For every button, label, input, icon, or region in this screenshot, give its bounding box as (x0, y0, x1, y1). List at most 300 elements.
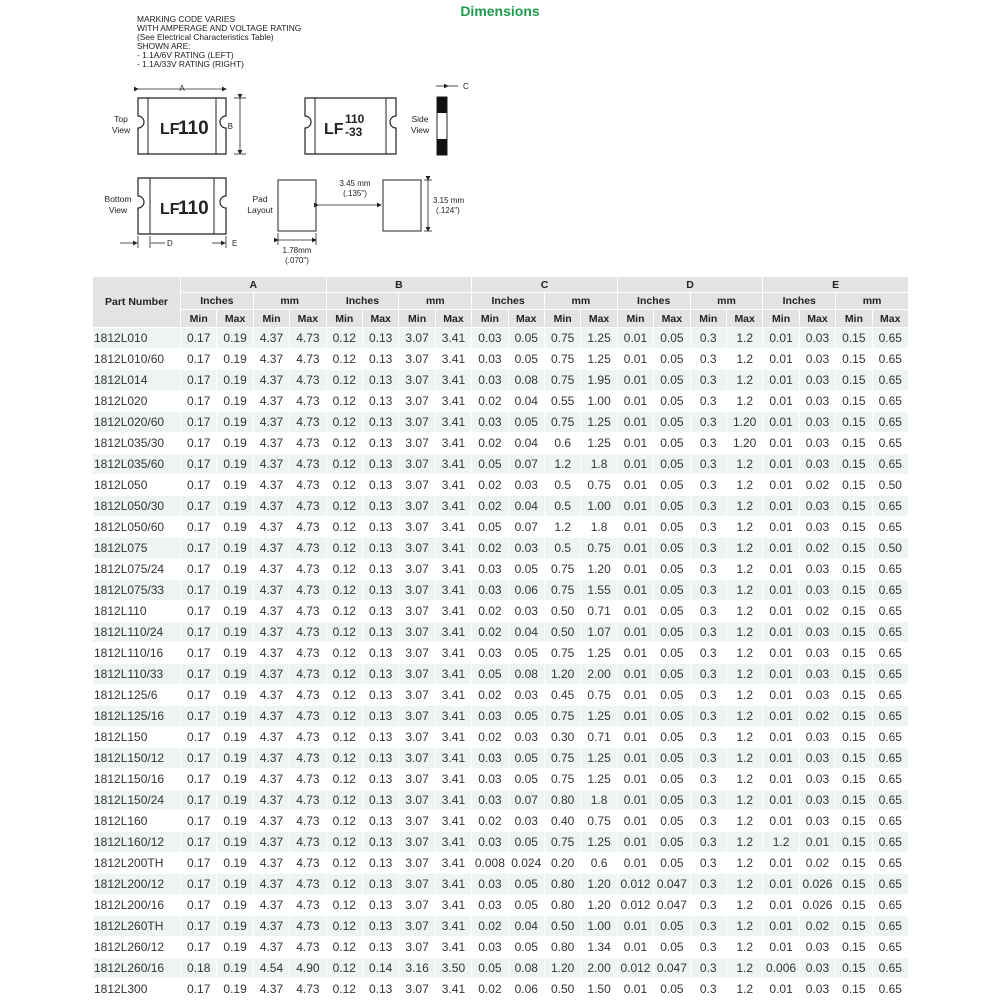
value-cell: 4.73 (290, 895, 326, 916)
value-cell: 0.3 (690, 538, 726, 559)
value-cell: 0.03 (799, 454, 835, 475)
value-cell: 3.07 (399, 601, 435, 622)
value-cell: 4.37 (253, 895, 289, 916)
value-cell: 0.19 (217, 349, 253, 370)
value-cell: 0.01 (763, 664, 799, 685)
value-cell: 0.05 (654, 517, 690, 538)
value-cell: 0.03 (508, 538, 544, 559)
unit-header-inches: Inches (472, 293, 545, 310)
value-cell: 3.07 (399, 622, 435, 643)
value-cell: 0.17 (181, 391, 217, 412)
value-cell: 3.07 (399, 790, 435, 811)
value-cell: 0.80 (544, 790, 580, 811)
max-header: Max (508, 310, 544, 328)
value-cell: 0.04 (508, 433, 544, 454)
value-cell: 0.15 (836, 454, 872, 475)
value-cell: 4.73 (290, 790, 326, 811)
max-header: Max (726, 310, 762, 328)
value-cell: 1.95 (581, 370, 617, 391)
value-cell: 0.03 (799, 496, 835, 517)
value-cell: 3.41 (435, 895, 471, 916)
table-header-row (93, 293, 909, 310)
value-cell: 0.19 (217, 811, 253, 832)
value-cell: 0.15 (836, 475, 872, 496)
value-cell: 0.12 (326, 874, 362, 895)
value-cell: 0.15 (836, 706, 872, 727)
value-cell: 0.80 (544, 874, 580, 895)
value-cell: 0.026 (799, 895, 835, 916)
value-cell: 3.41 (435, 937, 471, 958)
group-header-b: B (326, 277, 472, 293)
value-cell: 0.01 (763, 559, 799, 580)
value-cell: 0.05 (654, 433, 690, 454)
value-cell: 4.73 (290, 475, 326, 496)
value-cell: 0.17 (181, 328, 217, 349)
value-cell: 0.01 (617, 643, 653, 664)
value-cell: 0.19 (217, 538, 253, 559)
table-row (93, 475, 909, 496)
value-cell: 0.03 (472, 748, 508, 769)
table-row (93, 664, 909, 685)
value-cell: 0.13 (362, 664, 398, 685)
value-cell: 0.17 (181, 937, 217, 958)
value-cell: 0.13 (362, 496, 398, 517)
value-cell: 0.05 (472, 664, 508, 685)
value-cell: 0.19 (217, 937, 253, 958)
value-cell: 0.40 (544, 811, 580, 832)
value-cell: 0.12 (326, 454, 362, 475)
value-cell: 0.07 (508, 454, 544, 475)
value-cell: 0.5 (544, 538, 580, 559)
min-header: Min (326, 310, 362, 328)
value-cell: 1.2 (726, 811, 762, 832)
value-cell: 0.01 (617, 601, 653, 622)
value-cell: 0.65 (872, 412, 908, 433)
value-cell: 0.19 (217, 559, 253, 580)
value-cell: 3.07 (399, 517, 435, 538)
dim-e-label: E (232, 239, 238, 248)
value-cell: 0.15 (836, 727, 872, 748)
value-cell: 0.05 (654, 748, 690, 769)
value-cell: 0.65 (872, 916, 908, 937)
max-header: Max (872, 310, 908, 328)
value-cell: 0.65 (872, 937, 908, 958)
value-cell: 0.05 (654, 664, 690, 685)
part-number-cell: 1812L260/16 (93, 958, 181, 979)
value-cell: 1.8 (581, 517, 617, 538)
value-cell: 0.13 (362, 811, 398, 832)
value-cell: 0.13 (362, 979, 398, 1000)
group-header-c: C (472, 277, 618, 293)
table-row (93, 517, 909, 538)
value-cell: 0.05 (654, 832, 690, 853)
value-cell: 3.41 (435, 328, 471, 349)
value-cell: 3.41 (435, 370, 471, 391)
value-cell: 0.19 (217, 706, 253, 727)
part-number-cell: 1812L110 (93, 601, 181, 622)
value-cell: 0.01 (763, 727, 799, 748)
value-cell: 4.37 (253, 622, 289, 643)
part-number-cell: 1812L050/30 (93, 496, 181, 517)
value-cell: 0.13 (362, 391, 398, 412)
value-cell: 0.12 (326, 601, 362, 622)
value-cell: 0.03 (799, 370, 835, 391)
value-cell: 0.02 (472, 433, 508, 454)
value-cell: 0.05 (654, 979, 690, 1000)
value-cell: 4.73 (290, 496, 326, 517)
value-cell: 0.01 (617, 748, 653, 769)
value-cell: 0.03 (799, 748, 835, 769)
value-cell: 0.05 (654, 580, 690, 601)
table-row (93, 412, 909, 433)
value-cell: 4.73 (290, 643, 326, 664)
min-header: Min (544, 310, 580, 328)
value-cell: 0.01 (763, 454, 799, 475)
value-cell: 0.19 (217, 622, 253, 643)
table-row (93, 643, 909, 664)
value-cell: 3.50 (435, 958, 471, 979)
value-cell: 0.65 (872, 496, 908, 517)
value-cell: 0.3 (690, 727, 726, 748)
value-cell: 0.75 (581, 475, 617, 496)
value-cell: 0.05 (472, 958, 508, 979)
value-cell: 0.17 (181, 517, 217, 538)
value-cell: 4.73 (290, 454, 326, 475)
value-cell: 1.2 (726, 832, 762, 853)
value-cell: 3.07 (399, 748, 435, 769)
value-cell: 0.01 (617, 475, 653, 496)
value-cell: 0.01 (763, 748, 799, 769)
value-cell: 0.6 (544, 433, 580, 454)
value-cell: 0.02 (799, 538, 835, 559)
value-cell: 0.03 (799, 328, 835, 349)
value-cell: 0.75 (544, 769, 580, 790)
value-cell: 0.05 (508, 832, 544, 853)
value-cell: 3.07 (399, 559, 435, 580)
value-cell: 4.73 (290, 517, 326, 538)
value-cell: 1.2 (726, 790, 762, 811)
value-cell: 0.15 (836, 412, 872, 433)
value-cell: 3.41 (435, 580, 471, 601)
value-cell: 0.05 (654, 412, 690, 433)
value-cell: 0.65 (872, 685, 908, 706)
logo-marking-icon: LF (160, 121, 180, 138)
value-cell: 0.13 (362, 580, 398, 601)
value-cell: 0.05 (654, 328, 690, 349)
value-cell: 0.04 (508, 391, 544, 412)
value-cell: 0.03 (799, 664, 835, 685)
value-cell: 0.01 (617, 727, 653, 748)
value-cell: 0.65 (872, 349, 908, 370)
value-cell: 0.03 (799, 349, 835, 370)
value-cell: 1.25 (581, 643, 617, 664)
part-number-cell: 1812L200/16 (93, 895, 181, 916)
value-cell: 0.05 (654, 727, 690, 748)
value-cell: 4.73 (290, 601, 326, 622)
value-cell: 1.2 (726, 580, 762, 601)
value-cell: 0.01 (763, 979, 799, 1000)
value-cell: 0.13 (362, 538, 398, 559)
value-cell: 0.12 (326, 706, 362, 727)
value-cell: 1.2 (726, 349, 762, 370)
value-cell: 0.03 (508, 727, 544, 748)
value-cell: 0.17 (181, 454, 217, 475)
value-cell: 3.41 (435, 706, 471, 727)
value-cell: 0.03 (508, 475, 544, 496)
value-cell: 3.41 (435, 748, 471, 769)
pad-height-in: (.124") (436, 206, 460, 215)
table-row (93, 622, 909, 643)
value-cell: 0.65 (872, 328, 908, 349)
table-row (93, 496, 909, 517)
value-cell: 4.54 (253, 958, 289, 979)
table-row (93, 559, 909, 580)
value-cell: 0.12 (326, 748, 362, 769)
value-cell: 4.37 (253, 727, 289, 748)
page-title: Dimensions (460, 3, 540, 19)
value-cell: 0.05 (472, 517, 508, 538)
marking-code: 110 (178, 118, 209, 139)
value-cell: 0.13 (362, 706, 398, 727)
value-cell: 0.3 (690, 349, 726, 370)
value-cell: 0.02 (799, 853, 835, 874)
value-cell: 0.01 (617, 328, 653, 349)
value-cell: 0.03 (472, 349, 508, 370)
dimensions-table-wrapper (92, 276, 908, 1000)
value-cell: 0.6 (581, 853, 617, 874)
value-cell: 0.15 (836, 853, 872, 874)
value-cell: 0.01 (763, 601, 799, 622)
part-number-cell: 1812L050/60 (93, 517, 181, 538)
value-cell: 0.03 (508, 685, 544, 706)
value-cell: 0.15 (836, 664, 872, 685)
value-cell: 0.65 (872, 748, 908, 769)
bottom-view-label: Bottom (104, 194, 132, 204)
value-cell: 4.73 (290, 559, 326, 580)
value-cell: 0.50 (544, 622, 580, 643)
value-cell: 0.01 (617, 370, 653, 391)
value-cell: 0.65 (872, 370, 908, 391)
value-cell: 0.008 (472, 853, 508, 874)
value-cell: 0.13 (362, 328, 398, 349)
value-cell: 4.73 (290, 706, 326, 727)
value-cell: 0.047 (654, 895, 690, 916)
value-cell: 0.04 (508, 622, 544, 643)
value-cell: 0.50 (872, 475, 908, 496)
value-cell: 3.07 (399, 454, 435, 475)
part-number-cell: 1812L300 (93, 979, 181, 1000)
value-cell: 0.12 (326, 517, 362, 538)
value-cell: 1.2 (726, 895, 762, 916)
value-cell: 0.3 (690, 664, 726, 685)
value-cell: 0.19 (217, 517, 253, 538)
value-cell: 0.17 (181, 706, 217, 727)
value-cell: 0.17 (181, 433, 217, 454)
part-number-cell: 1812L014 (93, 370, 181, 391)
value-cell: 0.03 (799, 979, 835, 1000)
value-cell: 0.012 (617, 895, 653, 916)
value-cell: 4.37 (253, 937, 289, 958)
table-row (93, 937, 909, 958)
value-cell: 0.3 (690, 811, 726, 832)
value-cell: 0.01 (763, 811, 799, 832)
value-cell: 1.2 (726, 958, 762, 979)
value-cell: 0.3 (690, 622, 726, 643)
value-cell: 0.13 (362, 769, 398, 790)
value-cell: 0.19 (217, 433, 253, 454)
table-row (93, 958, 909, 979)
part-number-cell: 1812L110/16 (93, 643, 181, 664)
value-cell: 3.07 (399, 496, 435, 517)
value-cell: 0.08 (508, 664, 544, 685)
part-number-cell: 1812L050 (93, 475, 181, 496)
value-cell: 0.01 (763, 328, 799, 349)
value-cell: 0.12 (326, 496, 362, 517)
value-cell: 0.75 (581, 538, 617, 559)
value-cell: 4.73 (290, 622, 326, 643)
value-cell: 0.65 (872, 832, 908, 853)
value-cell: 3.07 (399, 391, 435, 412)
value-cell: 0.3 (690, 748, 726, 769)
value-cell: 0.15 (836, 517, 872, 538)
value-cell: 0.15 (836, 895, 872, 916)
value-cell: 0.19 (217, 916, 253, 937)
value-cell: 4.37 (253, 853, 289, 874)
value-cell: 0.19 (217, 769, 253, 790)
value-cell: 3.41 (435, 349, 471, 370)
value-cell: 0.05 (654, 811, 690, 832)
value-cell: 0.05 (472, 454, 508, 475)
value-cell: 0.3 (690, 433, 726, 454)
value-cell: 0.17 (181, 412, 217, 433)
part-number-cell: 1812L020 (93, 391, 181, 412)
value-cell: 0.05 (654, 916, 690, 937)
value-cell: 0.75 (544, 832, 580, 853)
value-cell: 0.03 (799, 559, 835, 580)
value-cell: 1.2 (726, 538, 762, 559)
value-cell: 0.75 (544, 748, 580, 769)
value-cell: 0.15 (836, 685, 872, 706)
value-cell: 3.41 (435, 790, 471, 811)
value-cell: 0.19 (217, 832, 253, 853)
value-cell: 0.03 (472, 580, 508, 601)
value-cell: 0.13 (362, 643, 398, 664)
value-cell: 0.75 (581, 685, 617, 706)
value-cell: 0.12 (326, 916, 362, 937)
value-cell: 0.12 (326, 391, 362, 412)
value-cell: 0.05 (508, 349, 544, 370)
value-cell: 0.12 (326, 580, 362, 601)
value-cell: 0.01 (763, 853, 799, 874)
value-cell: 4.73 (290, 370, 326, 391)
value-cell: 0.01 (763, 895, 799, 916)
max-header: Max (290, 310, 326, 328)
value-cell: 0.17 (181, 685, 217, 706)
pad-width-in: (.070") (285, 256, 309, 265)
value-cell: 0.03 (799, 412, 835, 433)
value-cell: 1.2 (544, 454, 580, 475)
value-cell: 1.34 (581, 937, 617, 958)
value-cell: 0.01 (763, 874, 799, 895)
part-number-cell: 1812L150/24 (93, 790, 181, 811)
value-cell: 1.07 (581, 622, 617, 643)
top-view-33v-drawing (305, 98, 396, 154)
value-cell: 0.13 (362, 349, 398, 370)
value-cell: 0.02 (799, 706, 835, 727)
value-cell: 1.2 (726, 328, 762, 349)
value-cell: 0.03 (799, 769, 835, 790)
value-cell: 1.2 (726, 370, 762, 391)
value-cell: 0.05 (654, 853, 690, 874)
value-cell: 0.15 (836, 433, 872, 454)
value-cell: 4.37 (253, 517, 289, 538)
table-row (93, 853, 909, 874)
value-cell: 4.90 (290, 958, 326, 979)
value-cell: 0.15 (836, 937, 872, 958)
value-cell: 3.41 (435, 475, 471, 496)
value-cell: 0.17 (181, 580, 217, 601)
value-cell: 0.80 (544, 937, 580, 958)
table-row (93, 454, 909, 475)
value-cell: 0.19 (217, 685, 253, 706)
value-cell: 4.73 (290, 328, 326, 349)
value-cell: 0.08 (508, 958, 544, 979)
value-cell: 4.37 (253, 391, 289, 412)
part-number-cell: 1812L010 (93, 328, 181, 349)
logo-marking-icon: LF (324, 121, 344, 138)
value-cell: 0.15 (836, 580, 872, 601)
pad-gap-mm: 3.45 mm (339, 179, 371, 188)
value-cell: 0.13 (362, 475, 398, 496)
value-cell: 0.13 (362, 853, 398, 874)
value-cell: 1.25 (581, 328, 617, 349)
value-cell: 3.07 (399, 643, 435, 664)
value-cell: 0.15 (836, 769, 872, 790)
table-row (93, 580, 909, 601)
value-cell: 3.07 (399, 370, 435, 391)
value-cell: 0.01 (763, 916, 799, 937)
value-cell: 0.03 (508, 601, 544, 622)
value-cell: 0.03 (799, 790, 835, 811)
value-cell: 0.3 (690, 454, 726, 475)
value-cell: 3.07 (399, 853, 435, 874)
table-row (93, 601, 909, 622)
value-cell: 2.00 (581, 958, 617, 979)
value-cell: 1.2 (726, 496, 762, 517)
note-line: (See Electrical Characteristics Table) (137, 32, 274, 42)
value-cell: 0.3 (690, 832, 726, 853)
part-number-cell: 1812L035/60 (93, 454, 181, 475)
min-header: Min (181, 310, 217, 328)
value-cell: 0.13 (362, 601, 398, 622)
value-cell: 0.02 (472, 916, 508, 937)
value-cell: 0.03 (472, 769, 508, 790)
value-cell: 0.3 (690, 916, 726, 937)
value-cell: 4.37 (253, 769, 289, 790)
min-header: Min (253, 310, 289, 328)
part-number-cell: 1812L020/60 (93, 412, 181, 433)
value-cell: 4.37 (253, 433, 289, 454)
value-cell: 0.05 (654, 937, 690, 958)
value-cell: 0.75 (544, 349, 580, 370)
value-cell: 0.12 (326, 895, 362, 916)
value-cell: 4.73 (290, 685, 326, 706)
value-cell: 0.07 (508, 517, 544, 538)
top-view-drawing (112, 84, 246, 154)
unit-header-inches: Inches (763, 293, 836, 310)
value-cell: 4.37 (253, 475, 289, 496)
value-cell: 3.07 (399, 538, 435, 559)
